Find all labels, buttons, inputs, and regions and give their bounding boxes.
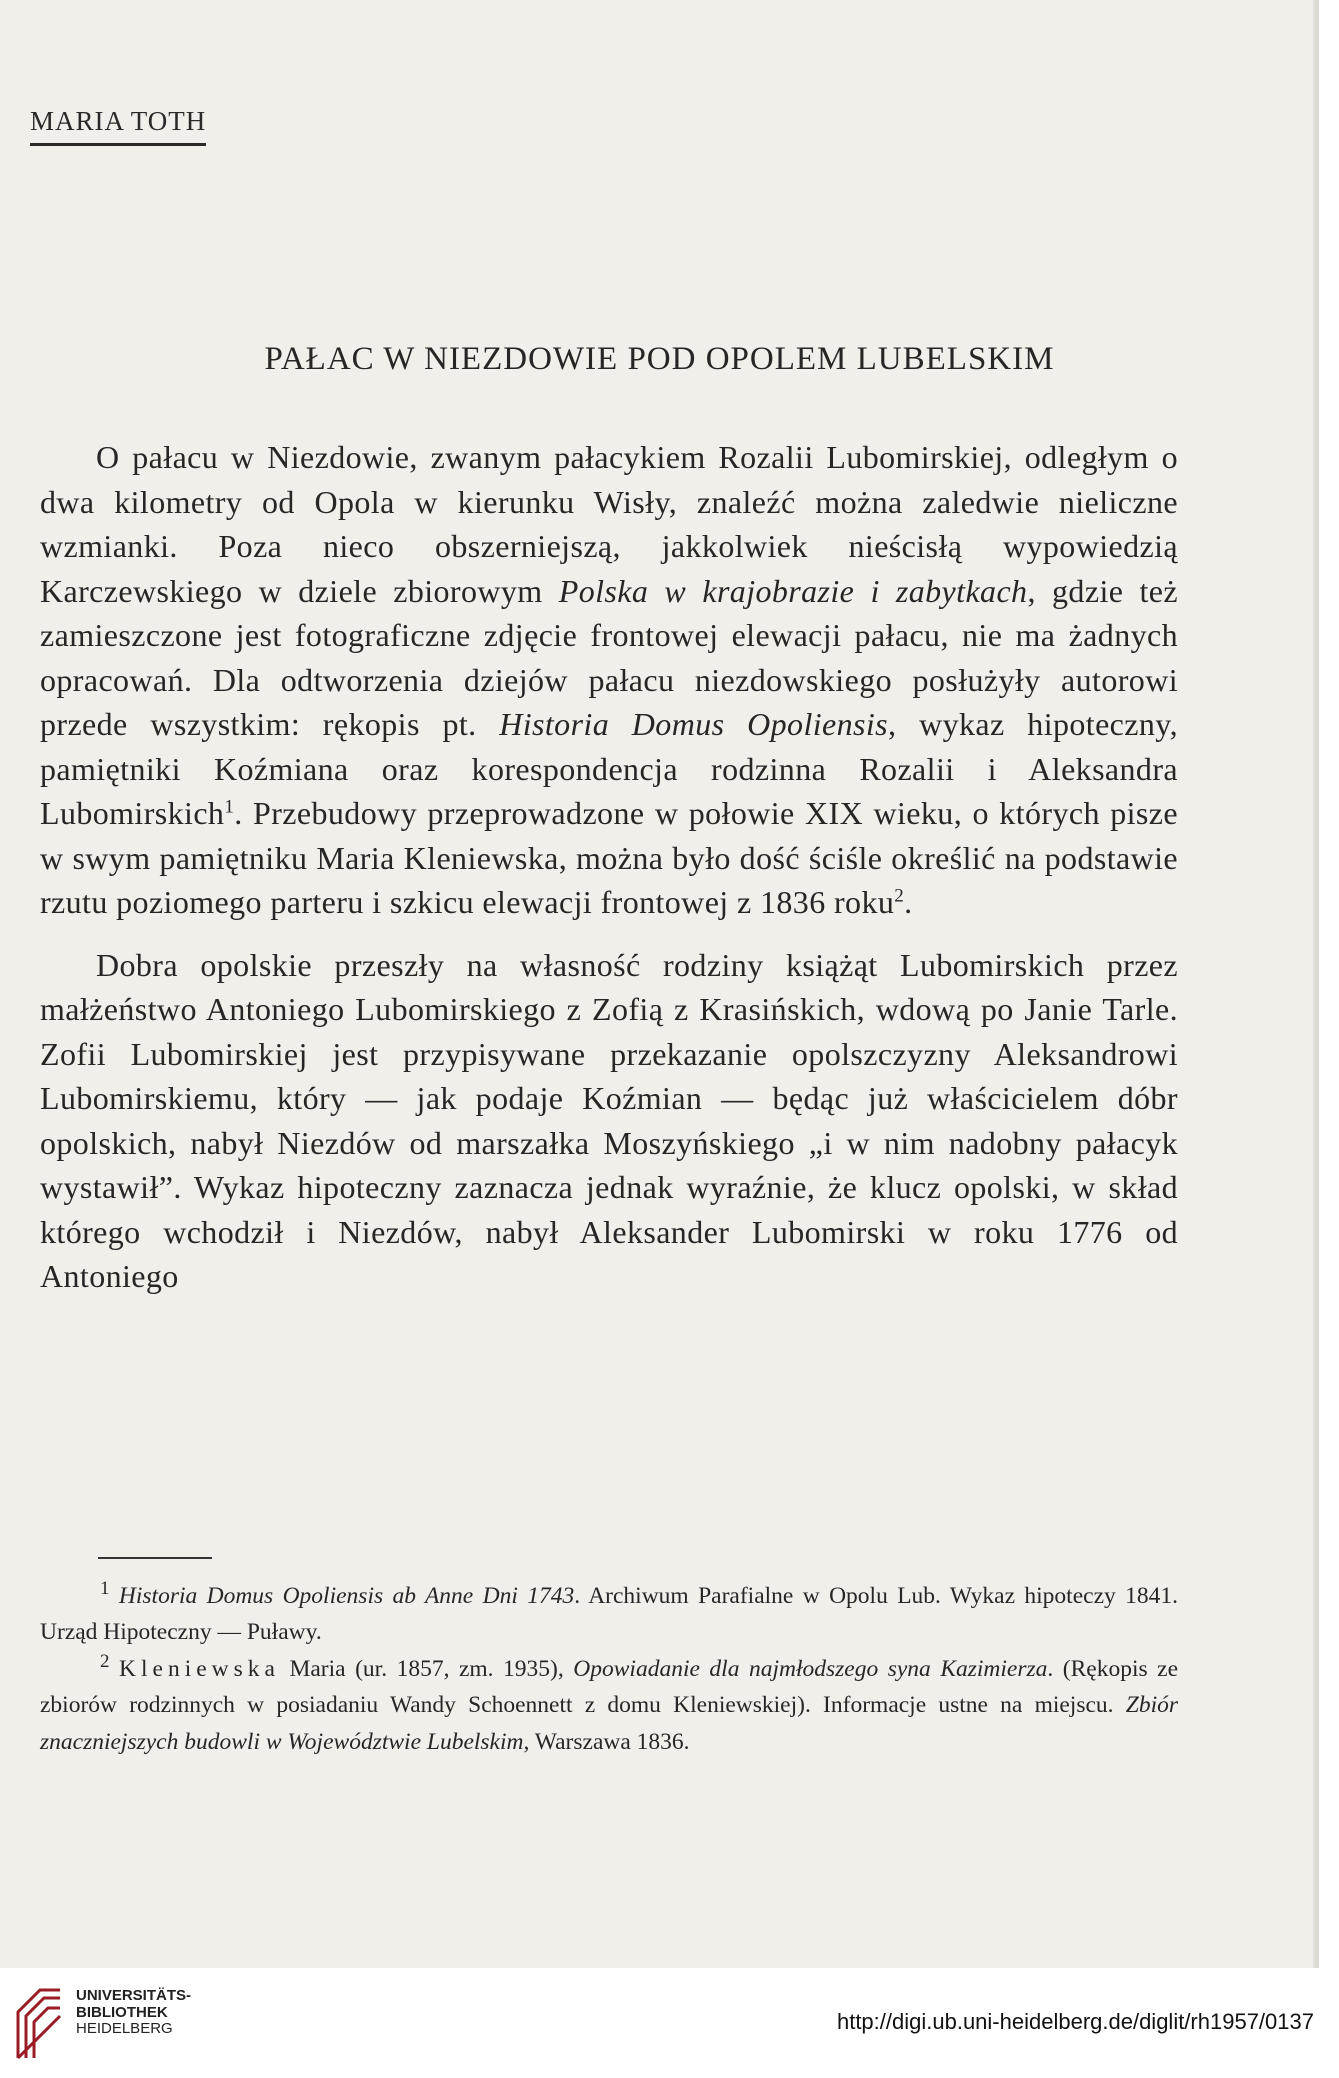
footnote-2-mark: 2: [100, 1650, 110, 1672]
book-title-polska: Polska w krajobrazie i zabytkach: [558, 572, 1028, 609]
library-name-line-2: BIBLIOTHEK: [76, 2003, 168, 2021]
footnotes: [40, 1578, 1178, 1760]
source-url-link[interactable]: http://digi.ub.uni-heidelberg.de/diglit/rh1957/0137: [836, 2009, 1314, 2034]
paragraph-1-part-b: , gdzie też zamieszczone jest fotograficzne zdjęcie frontowej elewacji pałacu, nie ma żadnych opracowań. Dla odtworzenia dziejów pałacu niezdowskiego posłużyły autorowi przede wszystkim: rękopis pt.: [40, 572, 1178, 742]
paragraph-2: Dobra opolskie przeszły na własność rodziny książąt Lubomirskich przez małżeństwo Antoniego Lubomirskiego z Zofią z Krasińskich, wdową po Janie Tarle. Zofii Lubomirskiej jest przypisywane przekazanie opolszczyzny Aleksandrowi Lubomirskiemu, który — jak podaje Koźmian — będąc już właścicielem dóbr opolskich, nabył Niezdów od marszałka Moszyńskiego „i w nim nadobny pałacyk wystawił”. Wykaz hipoteczny zaznacza jednak wyraźnie, że klucz opolski, w skład którego wchodził i Niezdów, nabył Aleksander Lubomirski w roku 1776 od Antoniego: [40, 946, 1178, 1294]
library-logo-icon: [14, 1982, 64, 2060]
library-name-line-3: HEIDELBERG: [76, 2020, 173, 2037]
footnote-1-text: . Archiwum Parafialne w Opolu Lub. Wykaz hipoteczy 1841. Urząd Hipoteczny — Puławy.: [40, 1583, 1179, 1646]
footnote-ref-1: 1: [224, 796, 235, 818]
paragraph-1-part-d: . Przebudowy przeprowadzone w połowie XIX wieku, o których pisze w swym pamiętniku Maria Kleniewska, można było dość ściśle określić na podstawie rzutu poziomego parteru i szkicu elewacji frontowej z 1836 roku: [40, 795, 1178, 920]
footnote-1-mark: 1: [100, 1578, 110, 1600]
footnote-2-text-c: , Warszawa 1836.: [523, 1728, 690, 1755]
body-text: [40, 435, 1178, 1299]
article-title: PAŁAC W NIEZDOWIE POD OPOLEM LUBELSKIM: [264, 341, 1055, 377]
manuscript-title: Historia Domus Opoliensis: [499, 706, 889, 742]
page-edge-shadow: [1313, 0, 1319, 1968]
footnote-2-text-b: . (Rękopis ze zbiorów rodzinnych w posiadaniu Wandy Schoennett z domu Kleniewskiej). Informacje ustne na miejscu.: [40, 1655, 1179, 1719]
footnote-2-title: Opowiadanie dla najmłodszego syna Kazimierza: [573, 1655, 1048, 1682]
footnote-ref-2: 2: [894, 885, 905, 907]
footnote-1: [40, 1578, 1178, 1651]
paragraph-1: [40, 435, 1178, 925]
running-head: MARIA TOTH: [30, 106, 206, 146]
footnote-2: [40, 1651, 1178, 1760]
footnote-2-author: Kleniewska: [119, 1655, 280, 1682]
footnote-rule: [98, 1557, 212, 1559]
footnote-1-title: Historia Domus Opoliensis ab Anne Dni 1743: [118, 1583, 575, 1609]
paragraph-1-part-c: , wykaz hipoteczny, pamiętniki Koźmiana oraz korespondencja rodzinna Rozalii i Aleksandra Lubomirskich: [40, 706, 1179, 831]
digitization-footer: [0, 1968, 1339, 2078]
footnote-2-text-a: Maria (ur. 1857, zm. 1935),: [279, 1655, 574, 1682]
library-name: [76, 1988, 191, 2038]
footnote-2-title-2: Zbiór znaczniejszych budowli w Województwie Lubelskim: [40, 1692, 1178, 1755]
paragraph-1-part-a: O pałacu w Niezdowie, zwanym pałacykiem Rozalii Lubomirskiej, odległym o dwa kilometry od Opola w kierunku Wisły, znaleźć można zaledwie nieliczne wzmianki. Poza nieco obszerniejszą, jakkolwiek nieścisłą wypowiedzią Karczewskiego w dziele zbiorowym: [40, 439, 1178, 609]
library-name-line-1: UNIVERSITÄTS-: [76, 1987, 192, 2004]
paragraph-1-part-e: .: [904, 884, 913, 920]
